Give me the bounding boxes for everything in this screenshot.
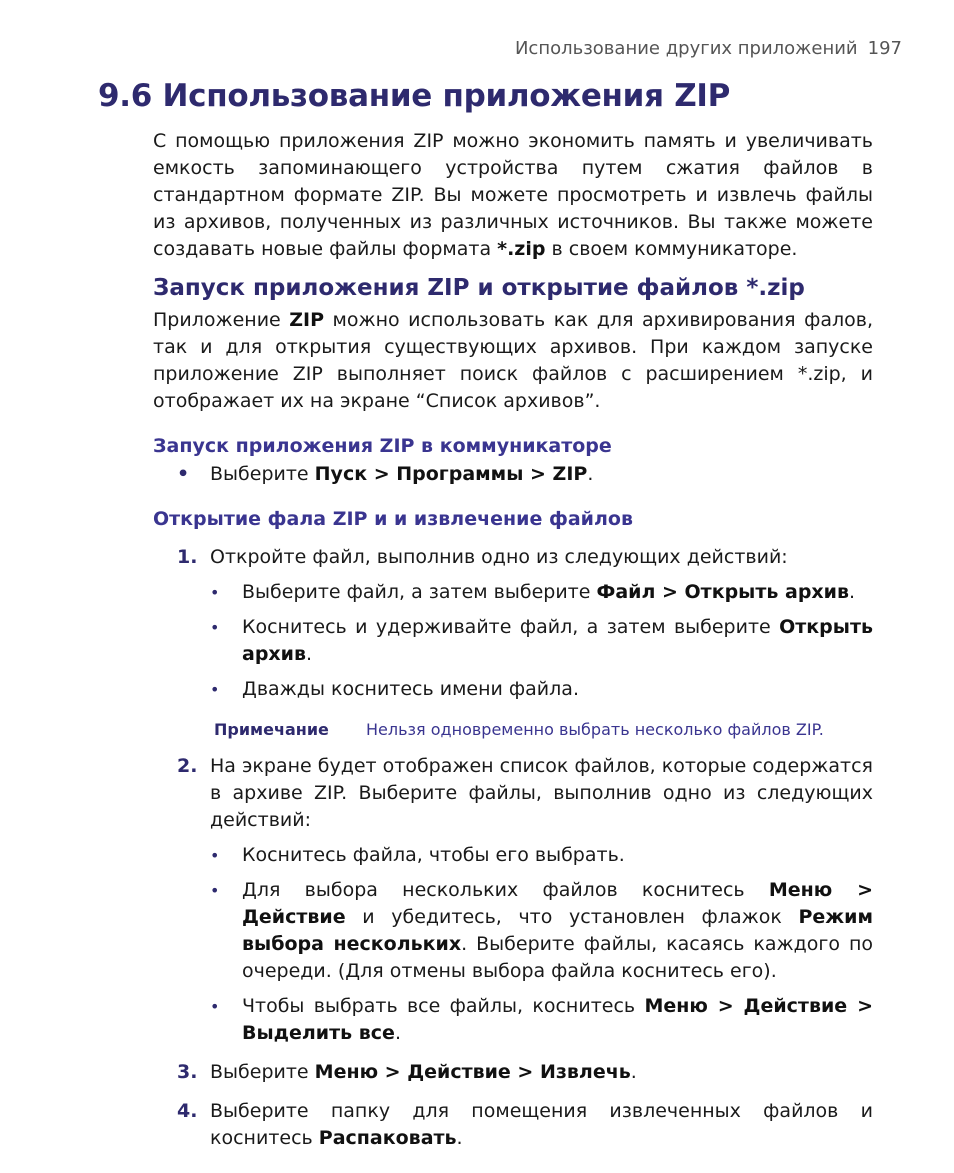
step-text — [210, 1059, 873, 1086]
step2-bullet-2 — [210, 877, 873, 985]
intro-text: С помощью приложения ZIP можно экономить память и увеличивать емкость запоминающего устройства путем сжатия файлов в стандартном формате ZIP. Вы можете просмотреть и извлечь файлы из архивов, полученных из различных источников. Вы также можете создавать новые файлы формата — [153, 130, 873, 260]
note-label: Примечание — [214, 720, 329, 739]
intro-bold: *.zip — [497, 238, 546, 260]
step-4 — [177, 1098, 873, 1152]
subsection-paragraph — [153, 307, 873, 415]
s4-bold: Распаковать — [318, 1127, 457, 1149]
header-title: Использование других приложений — [514, 38, 858, 59]
bullet-icon: • — [210, 846, 220, 865]
step-number: 4. — [177, 1100, 198, 1122]
open-heading: Открытие фала ZIP и и извлечение файлов — [153, 508, 633, 530]
note — [214, 719, 873, 741]
launch-heading: Запуск приложения ZIP в коммуникаторе — [153, 435, 612, 457]
step-text: На экране будет отображен список файлов, которые содержатся в архиве ZIP. Выберите файлы, выполнив одно из следующих действий: — [210, 755, 873, 831]
b1-text: Выберите файл, а затем выберите — [242, 581, 597, 603]
s2b2-d: Режим выбора нескольких — [242, 906, 873, 955]
b2-text: Коснитесь и удерживайте файл, а затем выберите — [242, 616, 780, 638]
s2b3-b: Меню > Действие > Выделить все — [242, 995, 873, 1044]
bullet-icon: • — [210, 881, 220, 900]
step2-bullet-1 — [210, 842, 873, 869]
step-3 — [177, 1059, 873, 1086]
step-number: 2. — [177, 755, 198, 777]
bullet-text — [242, 676, 873, 703]
page-content — [153, 128, 873, 1152]
s2b2-e: . Выберите файлы, касаясь каждого по очереди. (Для отмены выбора файла коснитесь его). — [242, 933, 873, 982]
launch-bullet-item — [153, 461, 873, 488]
bullet-icon: • — [210, 618, 220, 637]
bullet-text — [242, 993, 873, 1047]
bullet-text — [242, 614, 873, 668]
intro-paragraph — [153, 128, 873, 263]
b2-end: . — [306, 643, 313, 665]
s3-text: Выберите — [210, 1061, 315, 1083]
s3-end: . — [630, 1061, 637, 1083]
section-title: 9.6 Использование приложения ZIP — [98, 78, 731, 114]
subsection-title: Запуск приложения ZIP и открытие файлов *.zip — [153, 275, 805, 301]
s3-bold: Меню > Действие > Извлечь — [314, 1061, 631, 1083]
note-text: Нельзя одновременно выбрать несколько файлов ZIP. — [366, 720, 824, 739]
intro-text-end: в своем коммуникаторе. — [545, 238, 798, 260]
step-text: Откройте файл, выполнив одно из следующих действий: — [210, 546, 788, 568]
subsection-text-end: можно использовать как для архивирования фалов, так и для открытия существующих архивов. При каждом запуске приложение ZIP выполняет поиск файлов с расширением *.zip, и отображает их на экране “Список архивов”. — [153, 309, 873, 412]
launch-bullet-text — [210, 461, 593, 488]
running-header — [515, 38, 902, 59]
launch-text: Выберите — [210, 463, 315, 485]
b1-end: . — [849, 581, 856, 603]
step2-bullet-3 — [210, 993, 873, 1047]
s2b2-b: Меню > Действие — [242, 879, 873, 928]
step-number: 3. — [177, 1061, 198, 1083]
s4-text: Выберите папку для помещения извлеченных файлов и коснитесь — [210, 1100, 873, 1149]
subsection-bold: ZIP — [289, 309, 325, 331]
step1-bullet-2 — [210, 614, 873, 668]
bullet-text — [242, 877, 873, 985]
b1-bold: Файл > Открыть архив — [596, 581, 850, 603]
step-text — [210, 1098, 873, 1152]
bullet-icon: • — [210, 680, 220, 699]
s2b3-a: Чтобы выбрать все файлы, коснитесь — [242, 995, 645, 1017]
page-number: 197 — [867, 38, 902, 59]
subsection-text: Приложение — [153, 309, 290, 331]
step-1 — [177, 544, 873, 571]
s2b2-c: и убедитесь, что установлен флажок — [345, 906, 799, 928]
bullet-text — [242, 579, 873, 606]
bullet-icon: • — [177, 463, 190, 485]
b2-bold: Открыть архив — [242, 616, 873, 665]
launch-end: . — [587, 463, 594, 485]
step1-bullet-3 — [210, 676, 873, 703]
step1-bullet-1 — [210, 579, 873, 606]
s2b3-c: . — [394, 1022, 401, 1044]
bullet-text: Коснитесь файла, чтобы его выбрать. — [242, 844, 625, 866]
bullet-icon: • — [210, 997, 220, 1016]
launch-path: Пуск > Программы > ZIP — [314, 463, 588, 485]
s4-end: . — [456, 1127, 463, 1149]
step-2 — [177, 753, 873, 834]
b3-text: Дважды коснитесь имени файла. — [242, 678, 579, 700]
step-number: 1. — [177, 546, 198, 568]
bullet-icon: • — [210, 583, 220, 602]
s2b2-a: Для выбора нескольких файлов коснитесь — [242, 879, 769, 901]
